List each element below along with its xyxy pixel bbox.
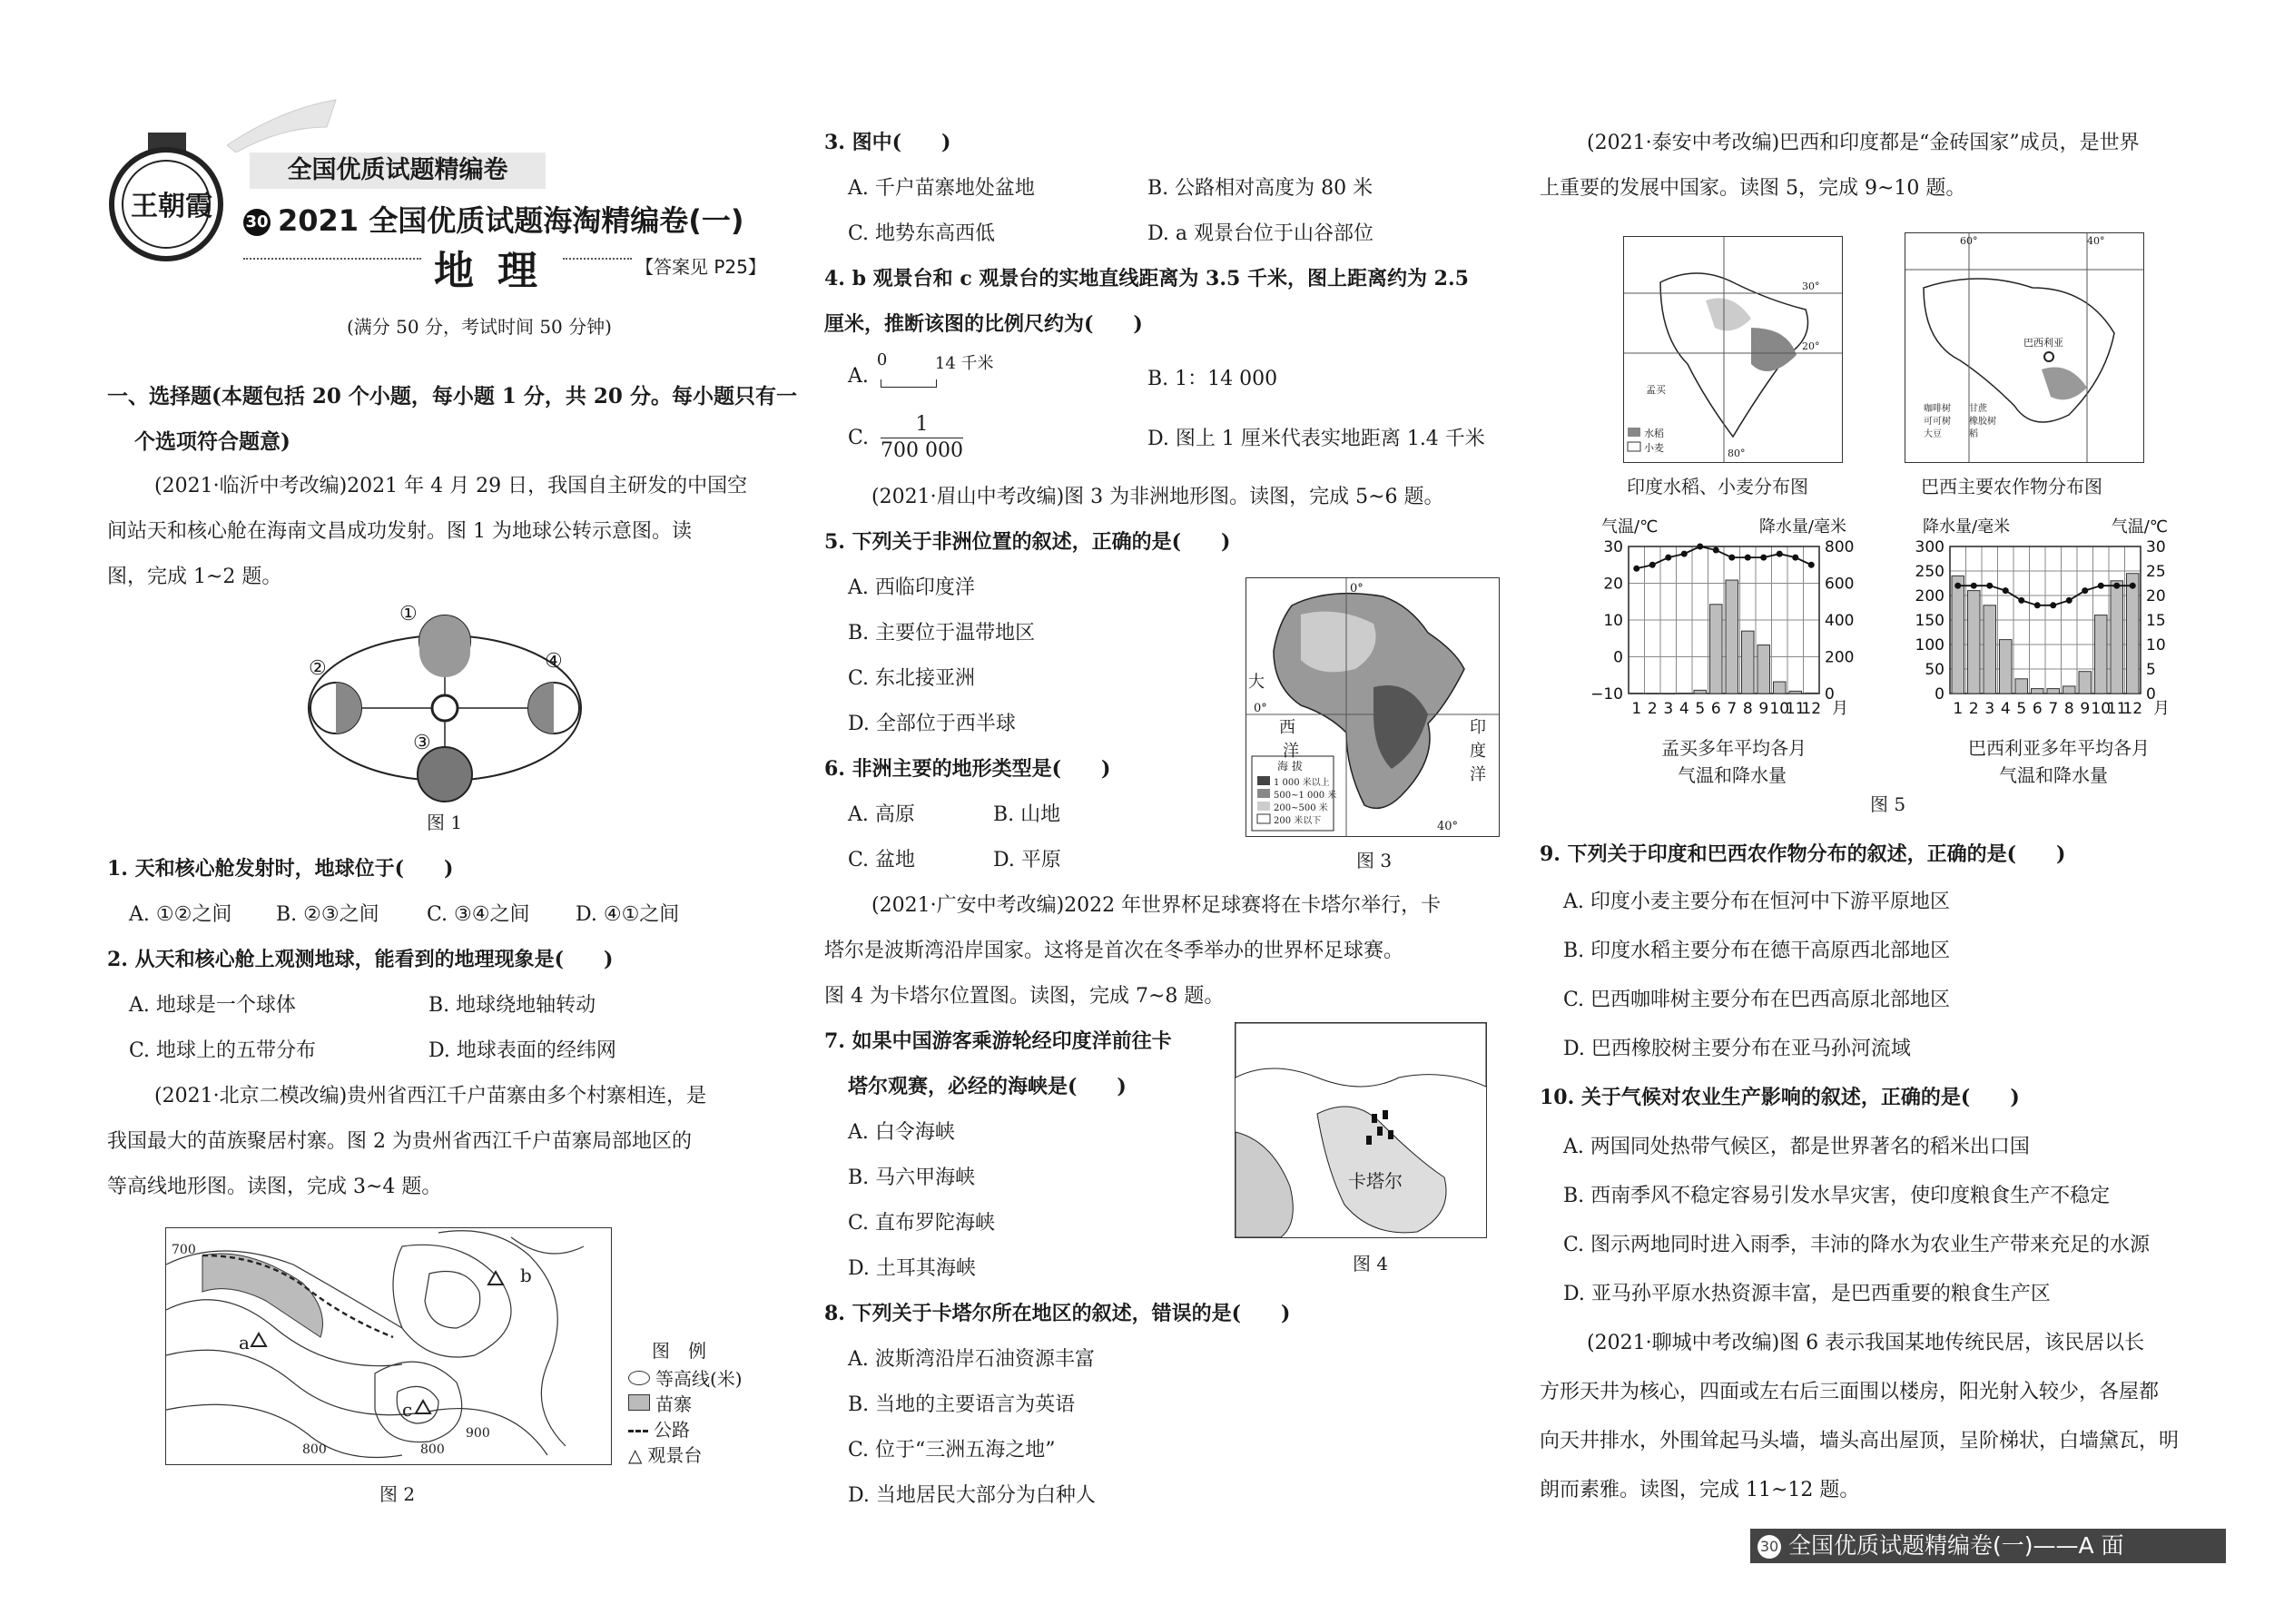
ocean-label: 印	[1470, 718, 1486, 737]
temperature-point	[2050, 602, 2056, 608]
question-7-cont: 塔尔观赛，必经的海峡是( )	[848, 1075, 1127, 1098]
temperature-point	[1728, 555, 1735, 561]
india-crop-map	[1623, 236, 1843, 463]
scale-bar	[875, 350, 994, 390]
q2-option-d: D. 地球表面的经纬网	[428, 1039, 616, 1062]
legend-label: 水稻	[1644, 428, 1664, 439]
legend-title: 图 例	[652, 1340, 706, 1362]
footer-text: 全国优质试题精编卷(一)——A 面	[1788, 1532, 2124, 1559]
q10-option-c: C. 图示两地同时进入雨季，丰沛的降水为农业生产带来充足的水源	[1563, 1234, 2151, 1256]
temperature-point	[1792, 555, 1798, 561]
lat-label-0: 0°	[1254, 702, 1267, 715]
precipitation-bar	[2032, 689, 2044, 694]
intro-paragraph: (2021·广安中考改编)2022 年世界杯足球赛将在卡塔尔举行，卡	[871, 894, 1442, 917]
temperature-point	[1649, 562, 1656, 568]
precipitation-bar	[2063, 686, 2076, 694]
y-right-tick-label: 15	[2146, 612, 2166, 630]
q1-option-a: A. ①②之间	[129, 903, 232, 926]
precipitation-bar	[1984, 605, 1996, 694]
y-right-tick-label: 800	[1825, 538, 1855, 556]
x-tick-label: 10	[1769, 700, 1790, 718]
q10-option-b: B. 西南季风不稳定容易引发水旱灾害，使印度粮食生产不稳定	[1563, 1185, 2111, 1207]
q7-option-d: D. 土耳其海峡	[848, 1257, 976, 1280]
x-tick-label: 2	[1968, 700, 1979, 718]
x-tick-label: 8	[1742, 700, 1753, 718]
page-footer	[1750, 1529, 2226, 1563]
legend-label: 1 000 米以上	[1274, 778, 1330, 788]
title-dots-left	[243, 258, 421, 260]
y-right-tick-label: 30	[2146, 538, 2166, 556]
question-10: 10. 关于气候对农业生产影响的叙述，正确的是( )	[1540, 1086, 2020, 1109]
x-tick-label: 12	[2122, 700, 2143, 718]
intro-paragraph: 间站天和核心舱在海南文昌成功发射。图 1 为地球公转示意图。读	[107, 520, 692, 543]
y-right-tick-label: 25	[2146, 563, 2166, 581]
score-info: (满分 50 分，考试时间 50 分钟)	[347, 316, 612, 338]
q6-option-b: B. 山地	[993, 803, 1061, 826]
q8-option-a: A. 波斯湾沿岸石油资源丰富	[848, 1348, 1095, 1371]
q9-option-d: D. 巴西橡胶树主要分布在亚马孙河流域	[1563, 1038, 1911, 1060]
y-right-tick-label: 10	[2146, 636, 2166, 655]
precipitation-bar	[1789, 691, 1802, 694]
figure-2-caption: 图 2	[379, 1483, 416, 1505]
village-icon	[628, 1394, 650, 1411]
point-c: c	[402, 1399, 413, 1421]
temperature-point	[2082, 587, 2088, 594]
y-left-tick-label: 300	[1915, 538, 1944, 556]
intro-paragraph: 朗而素雅。读图，完成 11~12 题。	[1540, 1479, 1860, 1501]
brazil-map-caption: 巴西主要农作物分布图	[1921, 476, 2102, 497]
figure-5-caption: 图 5	[1870, 793, 1906, 815]
intro-paragraph: 等高线地形图。读图，完成 3~4 题。	[107, 1176, 442, 1198]
temperature-point	[1971, 583, 1977, 589]
q10-option-a: A. 两国同处热带气候区，都是世界著名的稻米出口国	[1563, 1136, 2030, 1158]
precipitation-bar	[1968, 591, 1981, 694]
temperature-point	[1777, 551, 1783, 557]
orbit-label-2: ②	[309, 657, 327, 680]
intro-paragraph: (2021·眉山中考改编)图 3 为非洲地形图。读图，完成 5~6 题。	[871, 486, 1444, 508]
precipitation-bar	[1694, 690, 1707, 694]
y-left-tick-label: 150	[1915, 612, 1944, 630]
figure-3-caption: 图 3	[1356, 850, 1393, 871]
answer-reference: 【答案见 P25】	[635, 256, 766, 278]
x-axis-label: 月	[1832, 699, 1848, 718]
x-tick-label: 2	[1647, 700, 1658, 718]
q4-option-c	[848, 412, 963, 464]
temperature-point	[1713, 547, 1719, 554]
q3-option-b: B. 公路相对高度为 80 米	[1147, 177, 1373, 200]
paper-number: 30	[243, 209, 271, 236]
q9-option-a: A. 印度小麦主要分布在恒河中下游平原地区	[1563, 891, 1950, 913]
temperature-point	[2113, 583, 2120, 589]
point-a: a	[239, 1332, 250, 1353]
lat-label: 30°	[1802, 281, 1820, 292]
orbit-label-1: ①	[399, 603, 418, 625]
x-tick-label: 10	[2091, 700, 2112, 718]
y-right-axis-label: 降水量/毫米	[1758, 517, 1846, 536]
temperature-point	[2034, 602, 2041, 608]
y-left-tick-label: −10	[1590, 685, 1623, 704]
temperature-point	[1633, 566, 1639, 572]
y-right-tick-label: 0	[1825, 685, 1835, 704]
x-axis-label: 月	[2153, 699, 2170, 718]
q2-option-a: A. 地球是一个球体	[129, 994, 296, 1017]
x-tick-label: 3	[1663, 700, 1674, 718]
intro-paragraph: 上重要的发展中国家。读图 5，完成 9~10 题。	[1540, 177, 1966, 200]
q1-option-d: D. ④①之间	[576, 903, 680, 926]
x-tick-label: 7	[1727, 700, 1738, 718]
header-badge: 全国优质试题精编卷	[250, 153, 546, 189]
ribbon-decoration	[227, 91, 345, 153]
intro-paragraph: 塔尔是波斯湾沿岸国家。这将是首次在冬季举办的世界杯足球赛。	[824, 940, 1404, 962]
ocean-label: 西	[1279, 718, 1295, 737]
x-tick-label: 6	[2032, 700, 2043, 718]
q5-option-d: D. 全部位于西半球	[848, 713, 1016, 735]
scale-value: 14 千米	[934, 354, 994, 373]
temperature-point	[1986, 583, 1993, 589]
y-left-tick-label: 0	[1613, 648, 1623, 667]
x-tick-label: 6	[1710, 700, 1721, 718]
x-tick-label: 7	[2048, 700, 2059, 718]
q5-option-a: A. 西临印度洋	[848, 576, 975, 599]
precipitation-bar	[2095, 615, 2108, 694]
precipitation-bar	[1742, 631, 1755, 694]
legend-label: 200 米以下	[1274, 816, 1322, 826]
y-right-tick-label: 400	[1825, 612, 1855, 630]
figure-4-qatar-map	[1235, 1022, 1487, 1238]
legend-label: 苗寨	[655, 1393, 692, 1415]
viewpoint-icon: △	[628, 1444, 643, 1466]
q5-option-c: C. 东北接亚洲	[848, 667, 976, 690]
intro-paragraph: 图 4 为卡塔尔位置图。读图，完成 7~8 题。	[824, 985, 1225, 1008]
y-left-tick-label: 50	[1925, 661, 1944, 679]
intro-paragraph: 向天井排水，外围耸起马头墙，墙头高出屋顶，呈阶梯状，白墙黛瓦，明	[1540, 1430, 2180, 1452]
q4-option-b: B. 1：14 000	[1147, 368, 1278, 390]
temperature-point	[1954, 583, 1961, 589]
orbit-label-4: ④	[545, 650, 563, 673]
q9-option-c: C. 巴西咖啡树主要分布在巴西高原北部地区	[1563, 989, 1951, 1011]
legend-label: 小麦	[1644, 442, 1664, 454]
precipitation-bar	[1710, 605, 1723, 694]
x-tick-label: 5	[1695, 700, 1706, 718]
q4-option-a	[848, 350, 994, 390]
precipitation-bar	[1952, 576, 1964, 694]
q8-option-d: D. 当地居民大部分为白种人	[848, 1484, 1096, 1507]
legend-label: 咖啡树	[1924, 404, 1951, 414]
lat-label: 20°	[1802, 340, 1820, 352]
precipitation-bar	[2079, 672, 2092, 694]
precipitation-bar	[2127, 574, 2140, 694]
question-1: 1. 天和核心舱发射时，地球位于( )	[107, 857, 454, 881]
legend-label: 等高线(米)	[655, 1368, 743, 1390]
option-label: C.	[848, 427, 870, 449]
q8-option-c: C. 位于“三洲五海之地”	[848, 1439, 1056, 1462]
fraction	[881, 412, 963, 464]
contour-label-900: 900	[466, 1426, 490, 1441]
contour-icon	[628, 1371, 650, 1385]
ocean-label: 度	[1470, 742, 1486, 761]
question-9: 9. 下列关于印度和巴西农作物分布的叙述，正确的是( )	[1540, 842, 2066, 866]
y-right-tick-label: 0	[2146, 685, 2156, 704]
ocean-label: 大	[1248, 673, 1265, 692]
temperature-point	[2066, 597, 2072, 604]
legend-label: 橡胶树	[1969, 417, 1996, 427]
city-label: 孟买	[1646, 384, 1666, 396]
lon-label: 80°	[1728, 448, 1746, 459]
y-right-tick-label: 20	[2146, 587, 2166, 605]
q3-option-c: C. 地势东高西低	[848, 222, 996, 245]
precipitation-bar	[2015, 679, 2028, 694]
ocean-label: 洋	[1470, 765, 1486, 784]
x-tick-label: 11	[1785, 700, 1806, 718]
legend-label: 200~500 米	[1274, 803, 1328, 813]
y-right-tick-label: 5	[2146, 661, 2156, 679]
point-b: b	[520, 1265, 532, 1286]
q10-option-d: D. 亚马孙平原水热资源丰富，是巴西重要的粮食生产区	[1563, 1283, 2051, 1305]
logo	[98, 127, 234, 263]
page-title	[243, 198, 743, 240]
question-5: 5. 下列关于非洲位置的叙述，正确的是( )	[824, 530, 1231, 554]
option-label: A.	[848, 365, 869, 388]
city-label: 巴西利亚	[2023, 337, 2063, 349]
precipitation-bar	[1757, 645, 1770, 694]
question-6: 6. 非洲主要的地形类型是( )	[824, 757, 1111, 781]
figure-2-contour-map	[165, 1227, 612, 1465]
temperature-point	[1681, 551, 1688, 557]
legend-row-road	[628, 1417, 792, 1442]
q8-option-b: B. 当地的主要语言为英语	[848, 1393, 1076, 1416]
legend-row-viewpoint	[628, 1442, 792, 1468]
contour-label-800: 800	[302, 1442, 327, 1457]
legend-label: 稻	[1969, 429, 1978, 439]
precipitation-bar	[1806, 693, 1818, 694]
legend-label: 500~1 000 米	[1274, 791, 1337, 801]
x-tick-label: 4	[1679, 700, 1689, 718]
x-tick-label: 1	[1953, 700, 1964, 718]
y-left-tick-label: 200	[1915, 587, 1944, 605]
lon-label: 40°	[2087, 235, 2105, 247]
y-left-tick-label: 0	[1935, 685, 1944, 704]
intro-paragraph: (2021·聊城中考改编)图 6 表示我国某地传统民居，该民居以长	[1587, 1332, 2145, 1354]
brasilia-climate-chart	[1897, 516, 2197, 806]
chart-caption: 巴西利亚多年平均各月	[1968, 737, 2150, 759]
figure-2-legend	[628, 1336, 792, 1481]
precipitation-bar	[1726, 580, 1738, 694]
x-tick-label: 5	[2016, 700, 2027, 718]
q3-option-d: D. a 观景台位于山谷部位	[1147, 222, 1373, 245]
x-tick-label: 4	[2000, 700, 2011, 718]
lon-label-40: 40°	[1437, 820, 1459, 833]
y-right-axis-label: 气温/℃	[2111, 517, 2168, 536]
question-4-cont: 厘米，推断该图的比例尺约为( )	[824, 312, 1143, 336]
q4-option-d: D. 图上 1 厘米代表实地距离 1.4 千米	[1147, 428, 1485, 450]
intro-paragraph: (2021·泰安中考改编)巴西和印度都是“金砖国家”成员，是世界	[1587, 132, 2140, 154]
temperature-point	[2018, 597, 2024, 604]
q7-option-c: C. 直布罗陀海峡	[848, 1212, 996, 1235]
figure-3-africa-map	[1245, 577, 1500, 837]
q9-option-b: B. 印度水稻主要分布在德干高原西北部地区	[1563, 940, 1951, 962]
intro-paragraph: (2021·临沂中考改编)2021 年 4 月 29 日，我国自主研发的中国空	[154, 475, 748, 497]
ocean-label: 洋	[1283, 742, 1299, 761]
temperature-point	[1808, 562, 1815, 568]
chart-caption: 气温和降水量	[1999, 764, 2108, 786]
temperature-point	[2130, 583, 2136, 589]
q2-option-b: B. 地球绕地轴转动	[428, 994, 596, 1017]
section-heading: 一、选择题(本题包括 20 个小题，每小题 1 分，共 20 分。每小题只有一	[107, 384, 797, 408]
q1-option-b: B. ②③之间	[276, 903, 379, 926]
temperature-point	[2003, 587, 2009, 594]
q7-option-b: B. 马六甲海峡	[848, 1166, 976, 1189]
q1-option-c: C. ③④之间	[427, 903, 530, 926]
q6-option-d: D. 平原	[993, 849, 1061, 871]
legend-row-village	[628, 1392, 792, 1417]
y-left-tick-label: 20	[1603, 575, 1623, 594]
legend-row-contour	[628, 1366, 792, 1392]
question-7: 7. 如果中国游客乘游轮经印度洋前往卡	[824, 1029, 1172, 1053]
y-left-axis-label: 气温/℃	[1601, 517, 1659, 536]
temperature-point	[1745, 555, 1751, 561]
intro-paragraph: 图，完成 1~2 题。	[107, 566, 282, 588]
legend-label: 可可树	[1924, 417, 1951, 427]
footer-number: 30	[1757, 1535, 1781, 1559]
q5-option-b: B. 主要位于温带地区	[848, 622, 1036, 645]
y-right-tick-label: 200	[1825, 648, 1855, 667]
chart-caption: 气温和降水量	[1678, 764, 1787, 786]
legend-label: 大豆	[1924, 429, 1942, 439]
lon-label-0: 0°	[1350, 582, 1364, 595]
logo-text: 王朝霞	[131, 191, 212, 222]
x-tick-label: 9	[1758, 700, 1769, 718]
fraction-denominator: 700 000	[881, 439, 964, 462]
x-tick-label: 11	[2106, 700, 2127, 718]
temperature-point	[1697, 544, 1703, 550]
y-left-tick-label: 100	[1915, 636, 1944, 655]
question-3: 3. 图中( )	[824, 131, 951, 154]
q6-option-c: C. 盆地	[848, 849, 916, 871]
contour-label-800b: 800	[420, 1442, 445, 1457]
legend-label: 观景台	[647, 1444, 703, 1466]
precipitation-bar	[2000, 640, 2013, 694]
figure-4-caption: 图 4	[1353, 1253, 1389, 1275]
x-tick-label: 12	[1801, 700, 1822, 718]
y-left-axis-label: 降水量/毫米	[1923, 517, 2011, 536]
chart-caption: 孟买多年平均各月	[1661, 737, 1807, 759]
temperature-point	[2098, 583, 2104, 589]
y-left-tick-label: 10	[1603, 612, 1623, 630]
y-right-tick-label: 600	[1825, 575, 1855, 594]
qatar-label: 卡塔尔	[1348, 1170, 1403, 1192]
y-left-tick-label: 250	[1915, 563, 1944, 581]
road-icon	[628, 1430, 648, 1432]
y-left-tick-label: 30	[1603, 538, 1623, 556]
figure-1-orbit	[290, 603, 599, 806]
legend-title: 海 拔	[1277, 760, 1303, 773]
precipitation-bar	[2047, 689, 2060, 694]
legend-label: 甘蔗	[1969, 404, 1987, 414]
x-tick-label: 9	[2080, 700, 2091, 718]
title-dots-right	[563, 258, 632, 260]
x-tick-label: 8	[2063, 700, 2074, 718]
orbit-label-3: ③	[413, 732, 431, 754]
contour-label-700: 700	[172, 1243, 196, 1257]
legend-label: 公路	[654, 1419, 690, 1441]
q7-option-a: A. 白令海峡	[848, 1121, 955, 1144]
intro-paragraph: 我国最大的苗族聚居村寨。图 2 为贵州省西江千户苗寨局部地区的	[107, 1130, 692, 1153]
q6-option-a: A. 高原	[848, 803, 915, 826]
question-8: 8. 下列关于卡塔尔所在地区的叙述，错误的是( )	[824, 1302, 1291, 1325]
scale-zero: 0	[876, 350, 888, 369]
mumbai-climate-chart	[1576, 516, 1876, 806]
question-2: 2. 从天和核心舱上观测地球，能看到的地理现象是( )	[107, 948, 614, 971]
x-tick-label: 1	[1631, 700, 1642, 718]
precipitation-bar	[2111, 581, 2123, 694]
fraction-numerator: 1	[881, 412, 963, 438]
paper-title: 2021 全国优质试题海淘精编卷(一)	[278, 203, 744, 238]
q3-option-a: A. 千户苗寨地处盆地	[848, 177, 1035, 200]
temperature-point	[1760, 555, 1767, 561]
x-tick-label: 3	[1984, 700, 1995, 718]
intro-paragraph: 方形天井为核心，四面或左右后三面围以楼房，阳光射入较少，各屋都	[1540, 1381, 2160, 1403]
question-4: 4. b 观景台和 c 观景台的实地直线距离为 3.5 千米，图上距离约为 2.5	[824, 267, 1469, 290]
precipitation-bar	[1774, 682, 1787, 694]
subject-title: 地理	[434, 248, 561, 294]
temperature-point	[1665, 555, 1671, 561]
q2-option-c: C. 地球上的五带分布	[129, 1039, 317, 1062]
figure-1-caption: 图 1	[427, 812, 463, 833]
brazil-crop-map	[1905, 232, 2144, 463]
india-map-caption: 印度水稻、小麦分布图	[1627, 476, 1808, 497]
section-heading-cont: 个选项符合题意)	[134, 429, 290, 454]
lon-label: 60°	[1960, 235, 1978, 247]
intro-paragraph: (2021·北京二模改编)贵州省西江千户苗寨由多个村寨相连，是	[154, 1085, 707, 1107]
